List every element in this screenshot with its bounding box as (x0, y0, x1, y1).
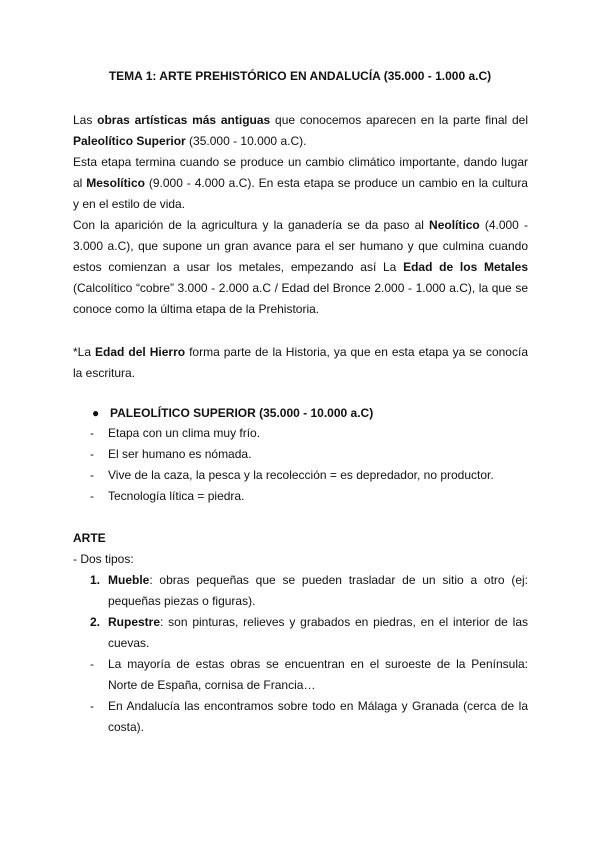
paleolitico-heading-text: PALEOLÍTICO SUPERIOR (35.000 - 10.000 a.C) (110, 406, 374, 420)
arte-types-list (90, 570, 528, 654)
list-item: - Etapa con un clima muy frío. (90, 423, 528, 444)
list-item: - En Andalucía las encontramos sobre todo en Málaga y Granada (cerca de la costa). (90, 696, 528, 738)
intro-paragraph-1: Las obras artísticas más antiguas que conocemos aparecen en la parte final del Paleolítico Superior (35.000 - 10.000 a.C). (73, 113, 528, 148)
arte-heading: ARTE (73, 531, 106, 545)
intro-section (73, 110, 528, 320)
intro-paragraph-3: Con la aparición de la agricultura y la ganadería se da paso al Neolítico (4.000 - 3.000 a.C), que supone un gran avance para el ser humano y que culmina cuando estos comienzan a usar los metales, empezando así La Edad de los Metales (Calcolítico “cobre” 3.000 - 2.000 a.C / Edad del Bronce 2.000 - 1.000 a.C), la que se conoce como la última etapa de la Prehistoria. (73, 218, 528, 316)
list-item: - Vive de la caza, la pesca y la recolección = es depredador, no productor. (90, 465, 528, 486)
dash-marker: - (90, 657, 94, 671)
paleolitico-list (90, 423, 528, 507)
item-number: 1. (90, 573, 101, 587)
dash-marker: - (90, 426, 94, 440)
dash-marker: - (90, 468, 94, 482)
iron-age-note: *La Edad del Hierro forma parte de la Historia, ya que en esta etapa ya se conocía la escritura. (73, 345, 528, 380)
arte-subtitle: - Dos tipos: (73, 552, 134, 566)
list-item: 2. Rupestre: son pinturas, relieves y grabados en piedras, en el interior de las cuevas. (90, 612, 528, 654)
document-title: TEMA 1: ARTE PREHISTÓRICO EN ANDALUCÍA (35.000 - 1.000 a.C) (108, 69, 492, 83)
list-item: - Tecnología lítica = piedra. (90, 486, 528, 507)
list-item: 1. Mueble: obras pequeñas que se pueden trasladar de un sitio a otro (ej: pequeñas piezas o figuras). (90, 570, 528, 612)
list-item: - La mayoría de estas obras se encuentran en el suroeste de la Península: Norte de España, cornisa de Francia… (90, 654, 528, 696)
intro-paragraph-2: Esta etapa termina cuando se produce un cambio climático importante, dando lugar al Mesolítico (9.000 - 4.000 a.C). En esta etapa se produce un cambio en la cultura y en el estilo de vida. (73, 155, 528, 211)
dash-marker: - (90, 699, 94, 713)
dash-marker: - (90, 489, 94, 503)
bullet-icon: ● (92, 406, 100, 420)
paleolitico-heading (92, 403, 528, 424)
list-item: - El ser humano es nómada. (90, 444, 528, 465)
arte-notes-list (90, 654, 528, 738)
item-number: 2. (90, 615, 101, 629)
dash-marker: - (90, 447, 94, 461)
